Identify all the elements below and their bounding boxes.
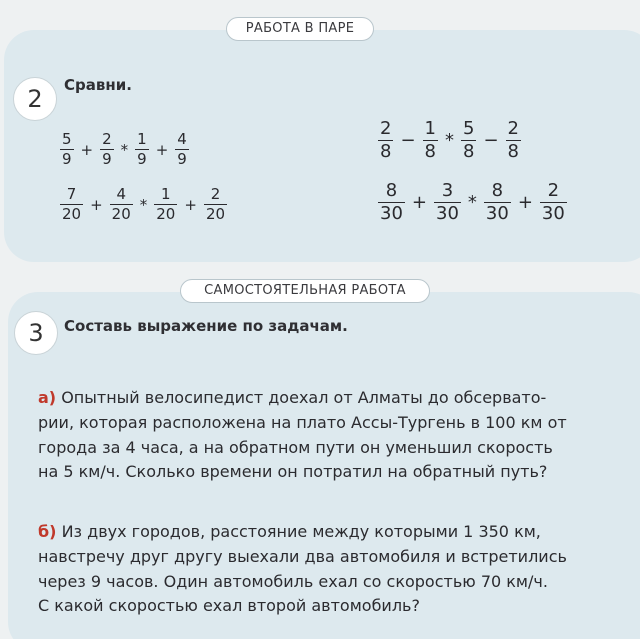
- fraction: [60, 187, 83, 222]
- denominator: 9: [137, 150, 147, 168]
- denominator: 8: [507, 141, 519, 162]
- task-text: Из двух городов, расстояние между которыми 1 350 км,: [61, 522, 541, 541]
- fraction: [135, 132, 149, 167]
- task-text: рии, которая расположена на плато Ассы-Тургень в 100 км от: [38, 412, 567, 432]
- numerator: 2: [210, 185, 221, 203]
- operator: −: [483, 130, 499, 151]
- numerator: 1: [161, 185, 171, 203]
- denominator: 9: [62, 150, 72, 168]
- denominator: 30: [380, 203, 403, 224]
- fraction: [378, 182, 405, 223]
- numerator: 7: [66, 185, 77, 203]
- numerator: 2: [380, 118, 392, 139]
- task-b: [38, 520, 638, 619]
- numerator: 3: [441, 180, 454, 201]
- task-line: [38, 460, 638, 485]
- comparison-placeholder: *: [445, 130, 454, 151]
- numerator: 1: [137, 130, 147, 148]
- numerator: 4: [177, 130, 187, 148]
- compare-row-1: [60, 132, 189, 167]
- numerator: 5: [463, 118, 475, 139]
- task-line: [38, 411, 638, 436]
- comparison-placeholder: *: [467, 192, 477, 213]
- task-line: [38, 386, 638, 411]
- task-text: Опытный велосипедист доехал от Алматы до обсервато-: [61, 388, 547, 407]
- fraction: [461, 120, 476, 161]
- numerator: 1: [424, 118, 436, 139]
- task-line: [38, 545, 638, 570]
- operator: +: [411, 192, 427, 213]
- fraction: [60, 132, 74, 167]
- operator: +: [517, 192, 533, 213]
- independent-work-badge: САМОСТОЯТЕЛЬНАЯ РАБОТА: [180, 279, 430, 303]
- fraction: [175, 132, 189, 167]
- denominator: 20: [111, 205, 131, 223]
- comparison-placeholder: *: [139, 195, 148, 214]
- task-text: города за 4 часа, а на обратном пути он уменьшил скорость: [38, 437, 553, 457]
- numerator: 2: [547, 180, 560, 201]
- fraction: [100, 132, 114, 167]
- task-line: [38, 436, 638, 461]
- task-text: навстречу друг другу выехали два автомобиля и встретились: [38, 546, 567, 566]
- compare-row-4: [378, 182, 567, 223]
- numerator: 2: [507, 118, 519, 139]
- task-line: [38, 570, 638, 595]
- pair-work-badge: РАБОТА В ПАРЕ: [226, 17, 374, 41]
- task-text: через 9 часов. Один автомобиль ехал со скоростью 70 км/ч.: [38, 571, 548, 591]
- operator: +: [90, 195, 103, 214]
- operator: −: [400, 130, 416, 151]
- denominator: 20: [156, 205, 176, 223]
- denominator: 9: [102, 150, 112, 168]
- task-a: [38, 386, 638, 485]
- denominator: 30: [485, 203, 509, 224]
- task-label: а): [38, 388, 57, 407]
- task-text: С какой скоростью ехал второй автомобиль?: [38, 596, 420, 616]
- task-text: на 5 км/ч. Сколько времени он потратил на обратный путь?: [38, 462, 548, 482]
- compare-row-3: [378, 120, 521, 161]
- comparison-placeholder: *: [120, 140, 129, 159]
- fraction: [423, 120, 438, 161]
- fraction: [204, 187, 227, 222]
- operator: +: [184, 195, 197, 214]
- fraction: [154, 187, 177, 222]
- fraction: [540, 182, 567, 223]
- task-line: [38, 594, 638, 619]
- fraction: [434, 182, 461, 223]
- task-label: б): [38, 522, 57, 541]
- fraction: [378, 120, 393, 161]
- denominator: 30: [541, 203, 565, 224]
- operator: +: [80, 140, 94, 159]
- fraction: [506, 120, 521, 161]
- task-number-2: 2: [13, 77, 57, 121]
- task-2-title: Сравни.: [64, 76, 132, 94]
- denominator: 30: [436, 203, 459, 224]
- fraction: [110, 187, 133, 222]
- task-line: [38, 520, 638, 545]
- compare-row-2: [60, 187, 227, 222]
- numerator: 8: [491, 180, 504, 201]
- fraction: [484, 182, 511, 223]
- task-3-title: Составь выражение по задачам.: [64, 317, 348, 335]
- operator: +: [155, 140, 169, 159]
- denominator: 9: [177, 150, 187, 168]
- denominator: 8: [380, 141, 392, 162]
- numerator: 4: [116, 185, 126, 203]
- denominator: 20: [205, 205, 226, 223]
- numerator: 8: [385, 180, 398, 201]
- numerator: 2: [102, 130, 112, 148]
- denominator: 8: [463, 141, 475, 162]
- denominator: 20: [62, 205, 82, 223]
- numerator: 5: [62, 130, 72, 148]
- task-number-3: 3: [14, 311, 58, 355]
- denominator: 8: [424, 141, 436, 162]
